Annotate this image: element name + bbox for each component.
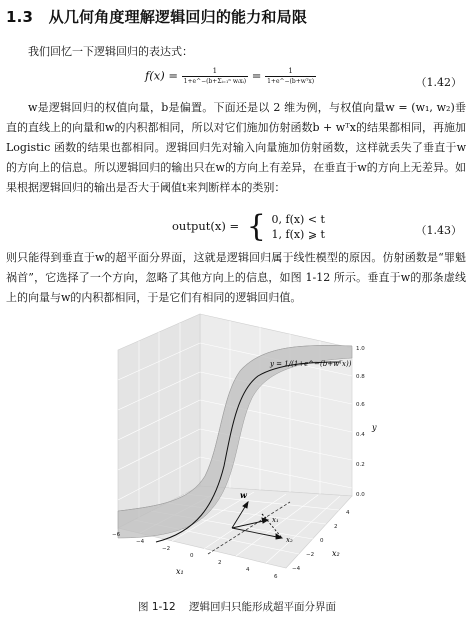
y-tick-0: 0.0 [356,492,365,498]
intro-paragraph: 我们回忆一下逻辑回归的表达式： [28,45,193,58]
equation-1-43 [0,209,474,246]
x2-tick-2: 0 [320,538,324,544]
fraction-2-denominator: 1+e^−(b+wᵀx) [267,78,315,85]
cases-lines [272,212,325,242]
x2-tick-3: 2 [334,524,338,530]
x1-vector-label: x₁ [272,516,279,524]
eq-lhs: output(x) = [172,219,240,233]
x2-vector-label: x₂ [286,536,293,544]
fraction-1-denominator: 1+e^−(b+Σᵢ₌₁ⁿ wᵢxᵢ) [183,78,247,85]
section-heading [6,6,307,27]
cases-block [246,209,325,244]
figure-logistic-surface [0,306,474,596]
x1-tick-6: 6 [274,574,278,580]
y-tick-3: 0.6 [356,402,365,408]
w-label: w [240,490,247,500]
x2-axis-label: x₂ [332,549,340,558]
case-line-2: 1, f(x) ⩾ t [271,228,325,241]
eq-lhs: f(x) = [145,68,179,83]
x2-tick-1: −2 [306,552,315,558]
x2-tick-4: 4 [346,510,350,516]
fraction-1 [182,66,248,87]
section-number: 1.3 [6,8,34,26]
x1-tick-5: 4 [246,567,250,573]
y-tick-1: 0.2 [356,462,365,468]
case-line-1: 0, f(x) < t [271,213,325,226]
y-axis-label: y [372,423,377,432]
equation-1-42 [0,66,474,96]
figure-caption [0,599,474,614]
x1-tick-0: −6 [112,532,121,538]
left-brace: { [246,209,266,244]
caption-label: 图 1-12 [137,601,176,613]
x1-tick-1: −4 [136,539,145,545]
caption-text: 逻辑回归只能形成超平面分界面 [189,601,336,613]
section-title: 从几何角度理解逻辑回归的能力和局限 [48,8,308,26]
eq-equals: = [251,68,262,83]
x2-tick-0: −4 [292,566,301,572]
body-paragraph-3: 则只能得到垂直于w的超平面分界面，这就是逻辑回归属于线性模型的原因。仿射函数是“罪魁祸首”，它选择了一个方向，忽略了其他方向上的信息，如图 1-12 所示。垂直于w的那条虚线上的向量与w的内积都相同，于是它们有相同的逻辑回归值。 [6,251,466,304]
fraction-1-numerator: 1 [182,66,248,77]
y-axis-ticks [356,346,365,498]
x1-tick-4: 2 [218,560,222,566]
y-tick-2: 0.4 [356,432,365,438]
y-tick-4: 0.8 [356,374,365,380]
body-paragraph-2: w是逻辑回归的权值向量，b是偏置。下面还是以 2 维为例，与权值向量w = (w₁, w₂)垂直的直线上的向量和w的内积都相同，所以对它们施加仿射函数b + wᵀx的结果都相同，再施加 Logistic 函数的结果也都相同。逻辑回归先对输入向量施加仿射函数，这样就丢失了垂直于w的方向上的信息。所以逻辑回归的输出只在w的方向上有差异，在垂直于w的方向上无差异。如果根据逻辑回归的输出是否大于阈值t来判断样本的类别： [6,101,466,194]
equation-body [172,209,325,244]
x1-axis-label: x₁ [176,567,184,576]
fraction-2-numerator: 1 [265,66,316,77]
y-tick-5: 1.0 [356,346,365,352]
fraction-2 [265,66,316,87]
equation-number: （1.43） [415,224,462,237]
equation-body [145,66,316,87]
equation-number: （1.42） [415,76,462,89]
x1-tick-3: 0 [190,553,194,559]
curve-label: y = 1/(1+e^−(b+wᵀx)) [270,360,352,368]
x1-tick-2: −2 [162,546,171,552]
